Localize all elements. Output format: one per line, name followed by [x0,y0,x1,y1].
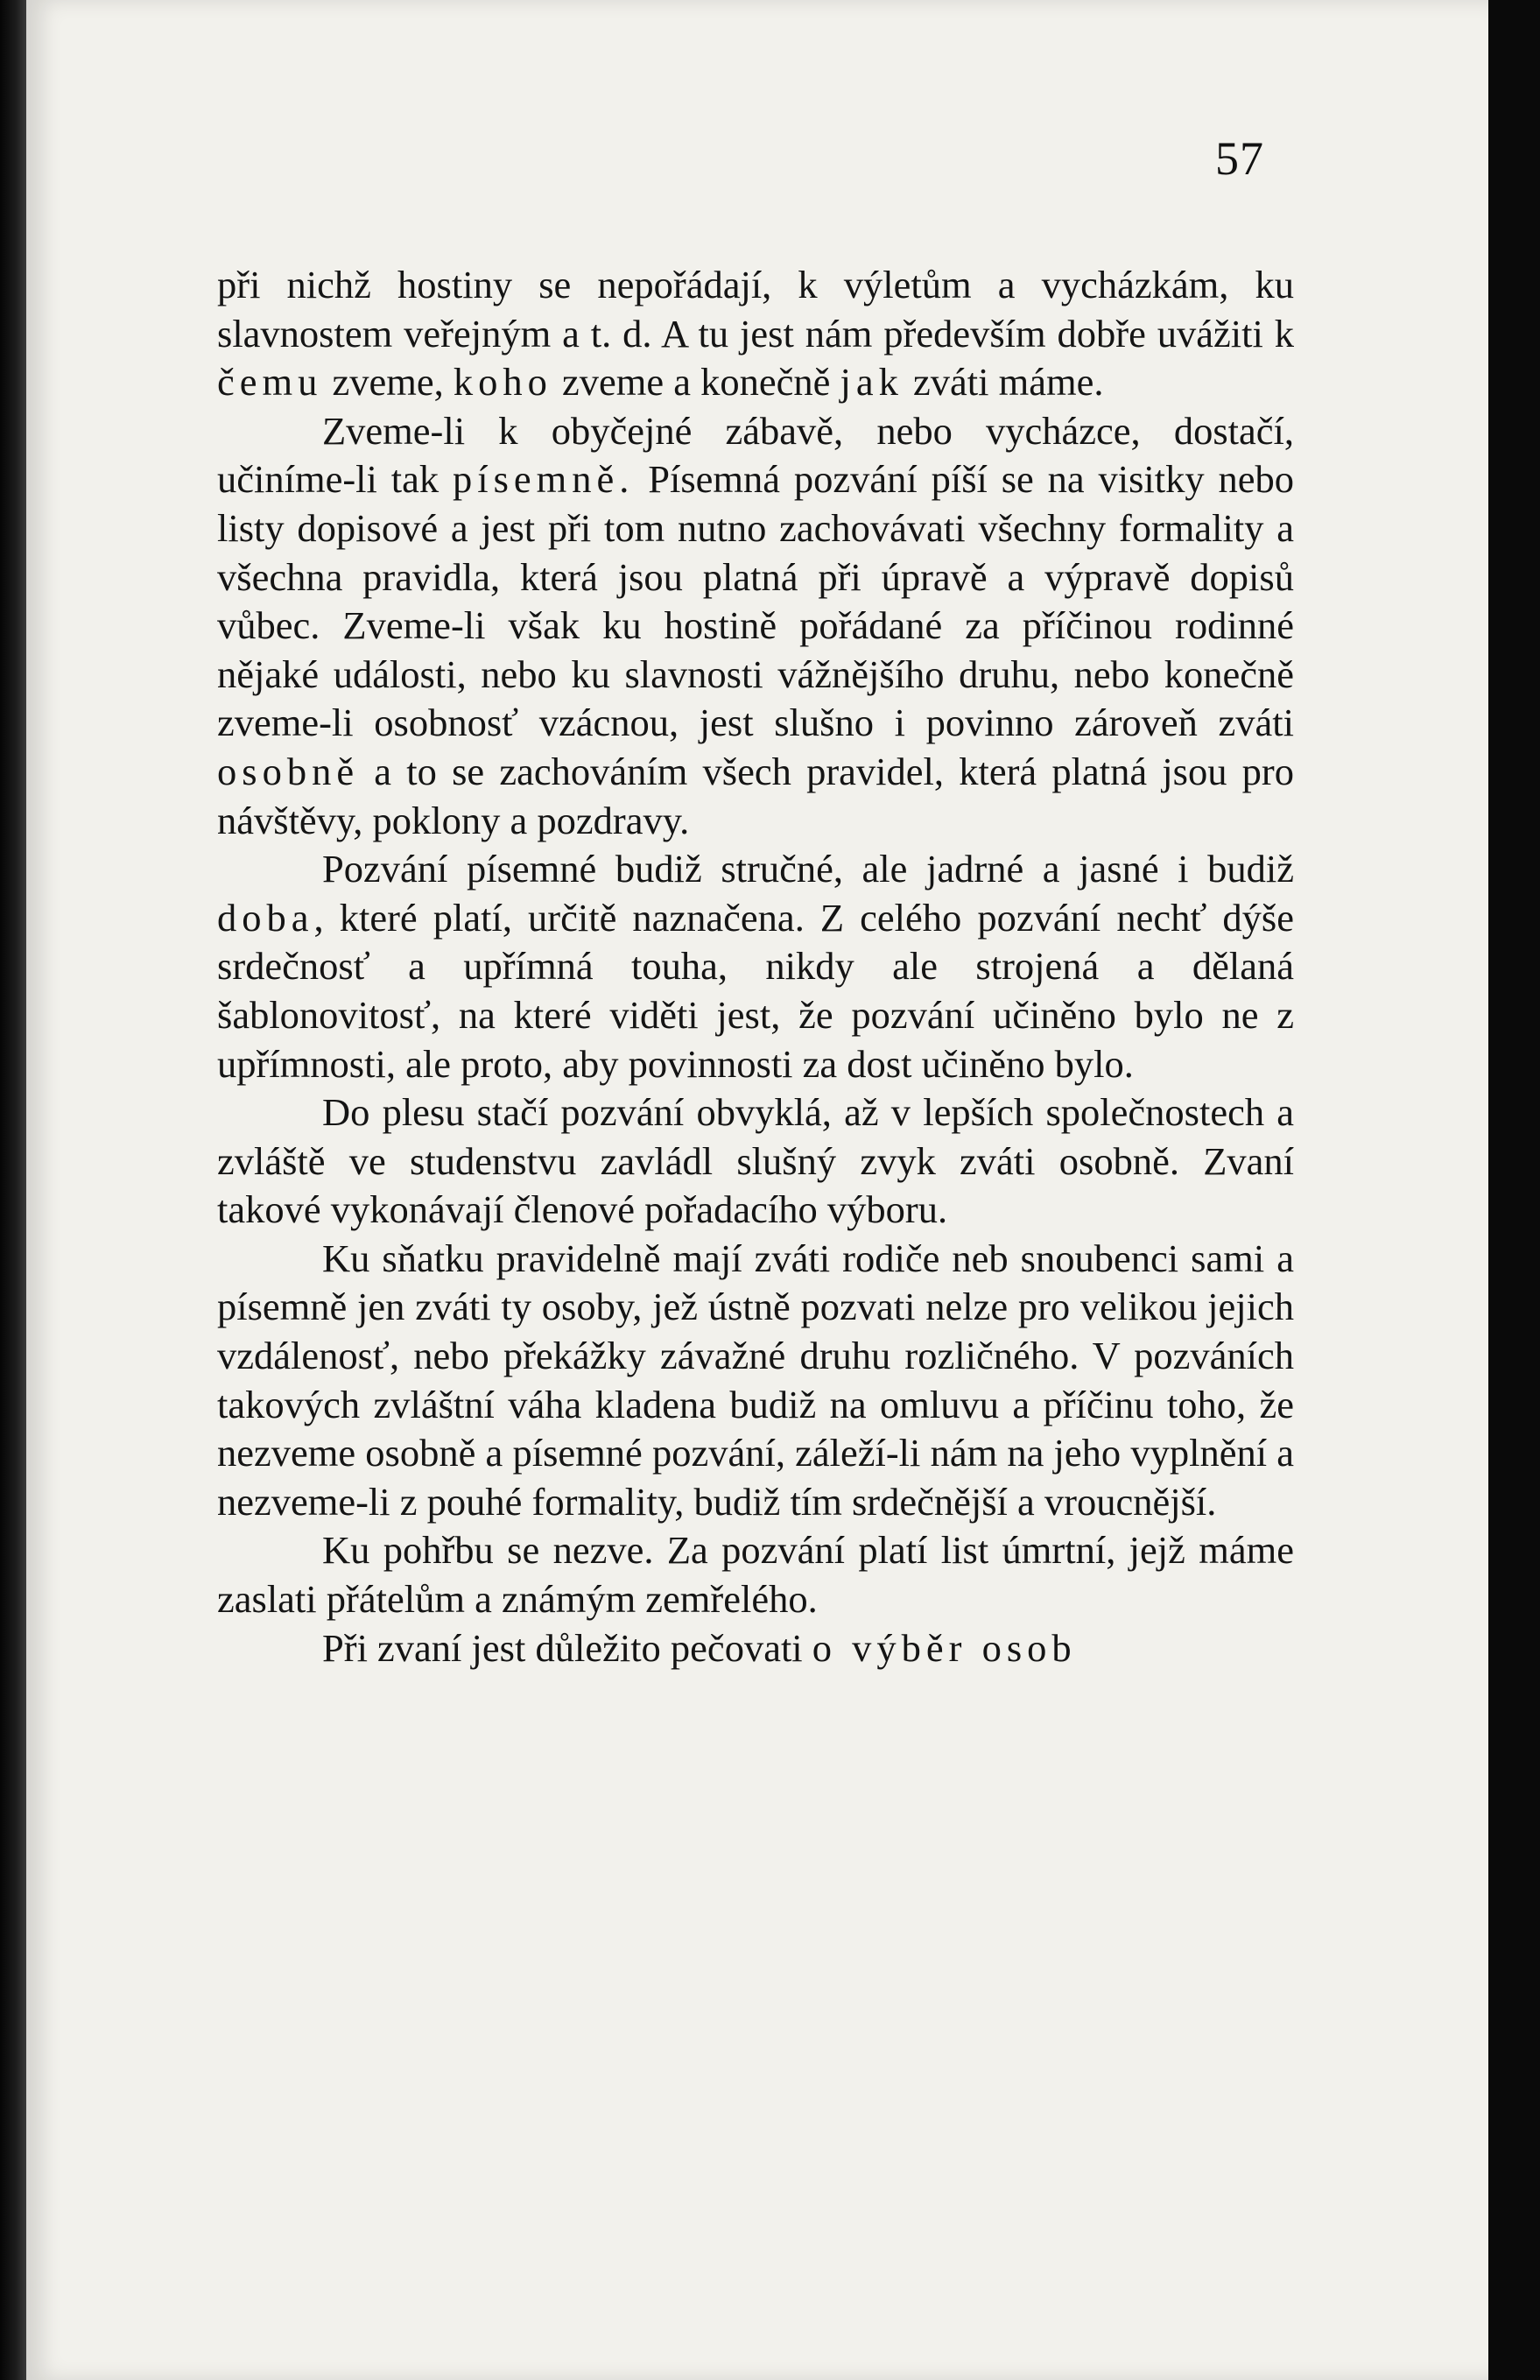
text-run: zváti máme. [903,360,1104,405]
emphasized-text: čemu [217,360,323,405]
page-number: 57 [1215,132,1264,185]
text-run: zveme, [322,360,454,405]
text-run: Do plesu stačí pozvání obvyklá, až v lepších společnostech a zvláště ve studenstvu zavládl slušný zvyk zváti osobně. Zvaní takové vykonávají členové pořadacího výboru. [217,1090,1294,1232]
paragraph-4 [217,1088,1294,1235]
paragraph-5 [217,1235,1294,1527]
paragraph-3 [217,845,1294,1088]
emphasized-text: jak [840,360,904,405]
scan-right-edge [1488,0,1540,2380]
page-body-text [217,261,1294,1672]
text-run: Ku sňatku pravidelně mají zváti rodiče neb snoubenci sami a písemně jen zváti ty osoby, jež ústně pozvati nelze pro velikou jejich vzdálenosť, nebo překážky závažné druhu rozličného. V pozváních takových zvláštní váha kladena budiž na omluvu a příčinu toho, že nezveme osobně a písemné pozvání, záleží-li nám na jeho vyplnění a nezveme-li z pouhé formality, budiž tím srdečnější a vroucnější. [217,1236,1294,1524]
text-run: , které platí, určitě naznačena. Z celého pozvání nechť dýše srdečnosť a upřímná touha, nikdy ale strojená a dělaná šablonovitosť, na které viděti jest, že pozvání učiněno bylo ne z upřímnosti, ale proto, aby povinnosti za dost učiněno bylo. [217,895,1294,1086]
paragraph-2 [217,407,1294,845]
text-run: zveme a konečně [552,360,840,405]
paragraph-7 [217,1624,1294,1673]
paragraph-6 [217,1526,1294,1623]
book-page [26,0,1488,2380]
scan-left-edge [0,0,26,2380]
text-run: Pozvání písemné budiž stručné, ale jadrné a jasné i budiž [322,847,1294,891]
emphasized-text: o výběr osob [812,1625,1077,1670]
text-run: Písemná pozvání píší se na visitky nebo listy dopisové a jest při tom nutno zachovávati všechny formality a všechna pravidla, která jsou platná při úpravě a výpravě dopisů vůbec. Zveme-li však ku hostině pořádané za příčinou rodinné nějaké události, nebo ku slavnosti vážnějšího druhu, nebo konečně zveme-li osobnosť vzácnou, jest slušno i povinno zároveň zváti [217,457,1294,745]
text-run: Při zvaní jest důležito pečovati [322,1625,812,1670]
paragraph-1 [217,261,1294,407]
text-run: při nichž hostiny se nepořádají, k výletům a vycházkám, ku slavnostem veřejným a t. d. A tu jest nám především dobře uvážiti k [217,263,1294,356]
emphasized-text: osobně [217,749,360,793]
emphasized-text: doba [217,895,314,940]
emphasized-text: písemně. [452,457,635,502]
emphasized-text: koho [453,360,552,405]
text-run: a to se zachováním všech pravidel, která platná jsou pro návštěvy, poklony a pozdravy. [217,749,1294,842]
text-run: Zveme-li k obyčejné zábavě, nebo vycházce, dostačí, učiníme-li tak [217,408,1294,502]
text-run: Ku pohřbu se nezve. Za pozvání platí list úmrtní, jejž máme zaslati přátelům a známým zemřelého. [217,1528,1294,1622]
